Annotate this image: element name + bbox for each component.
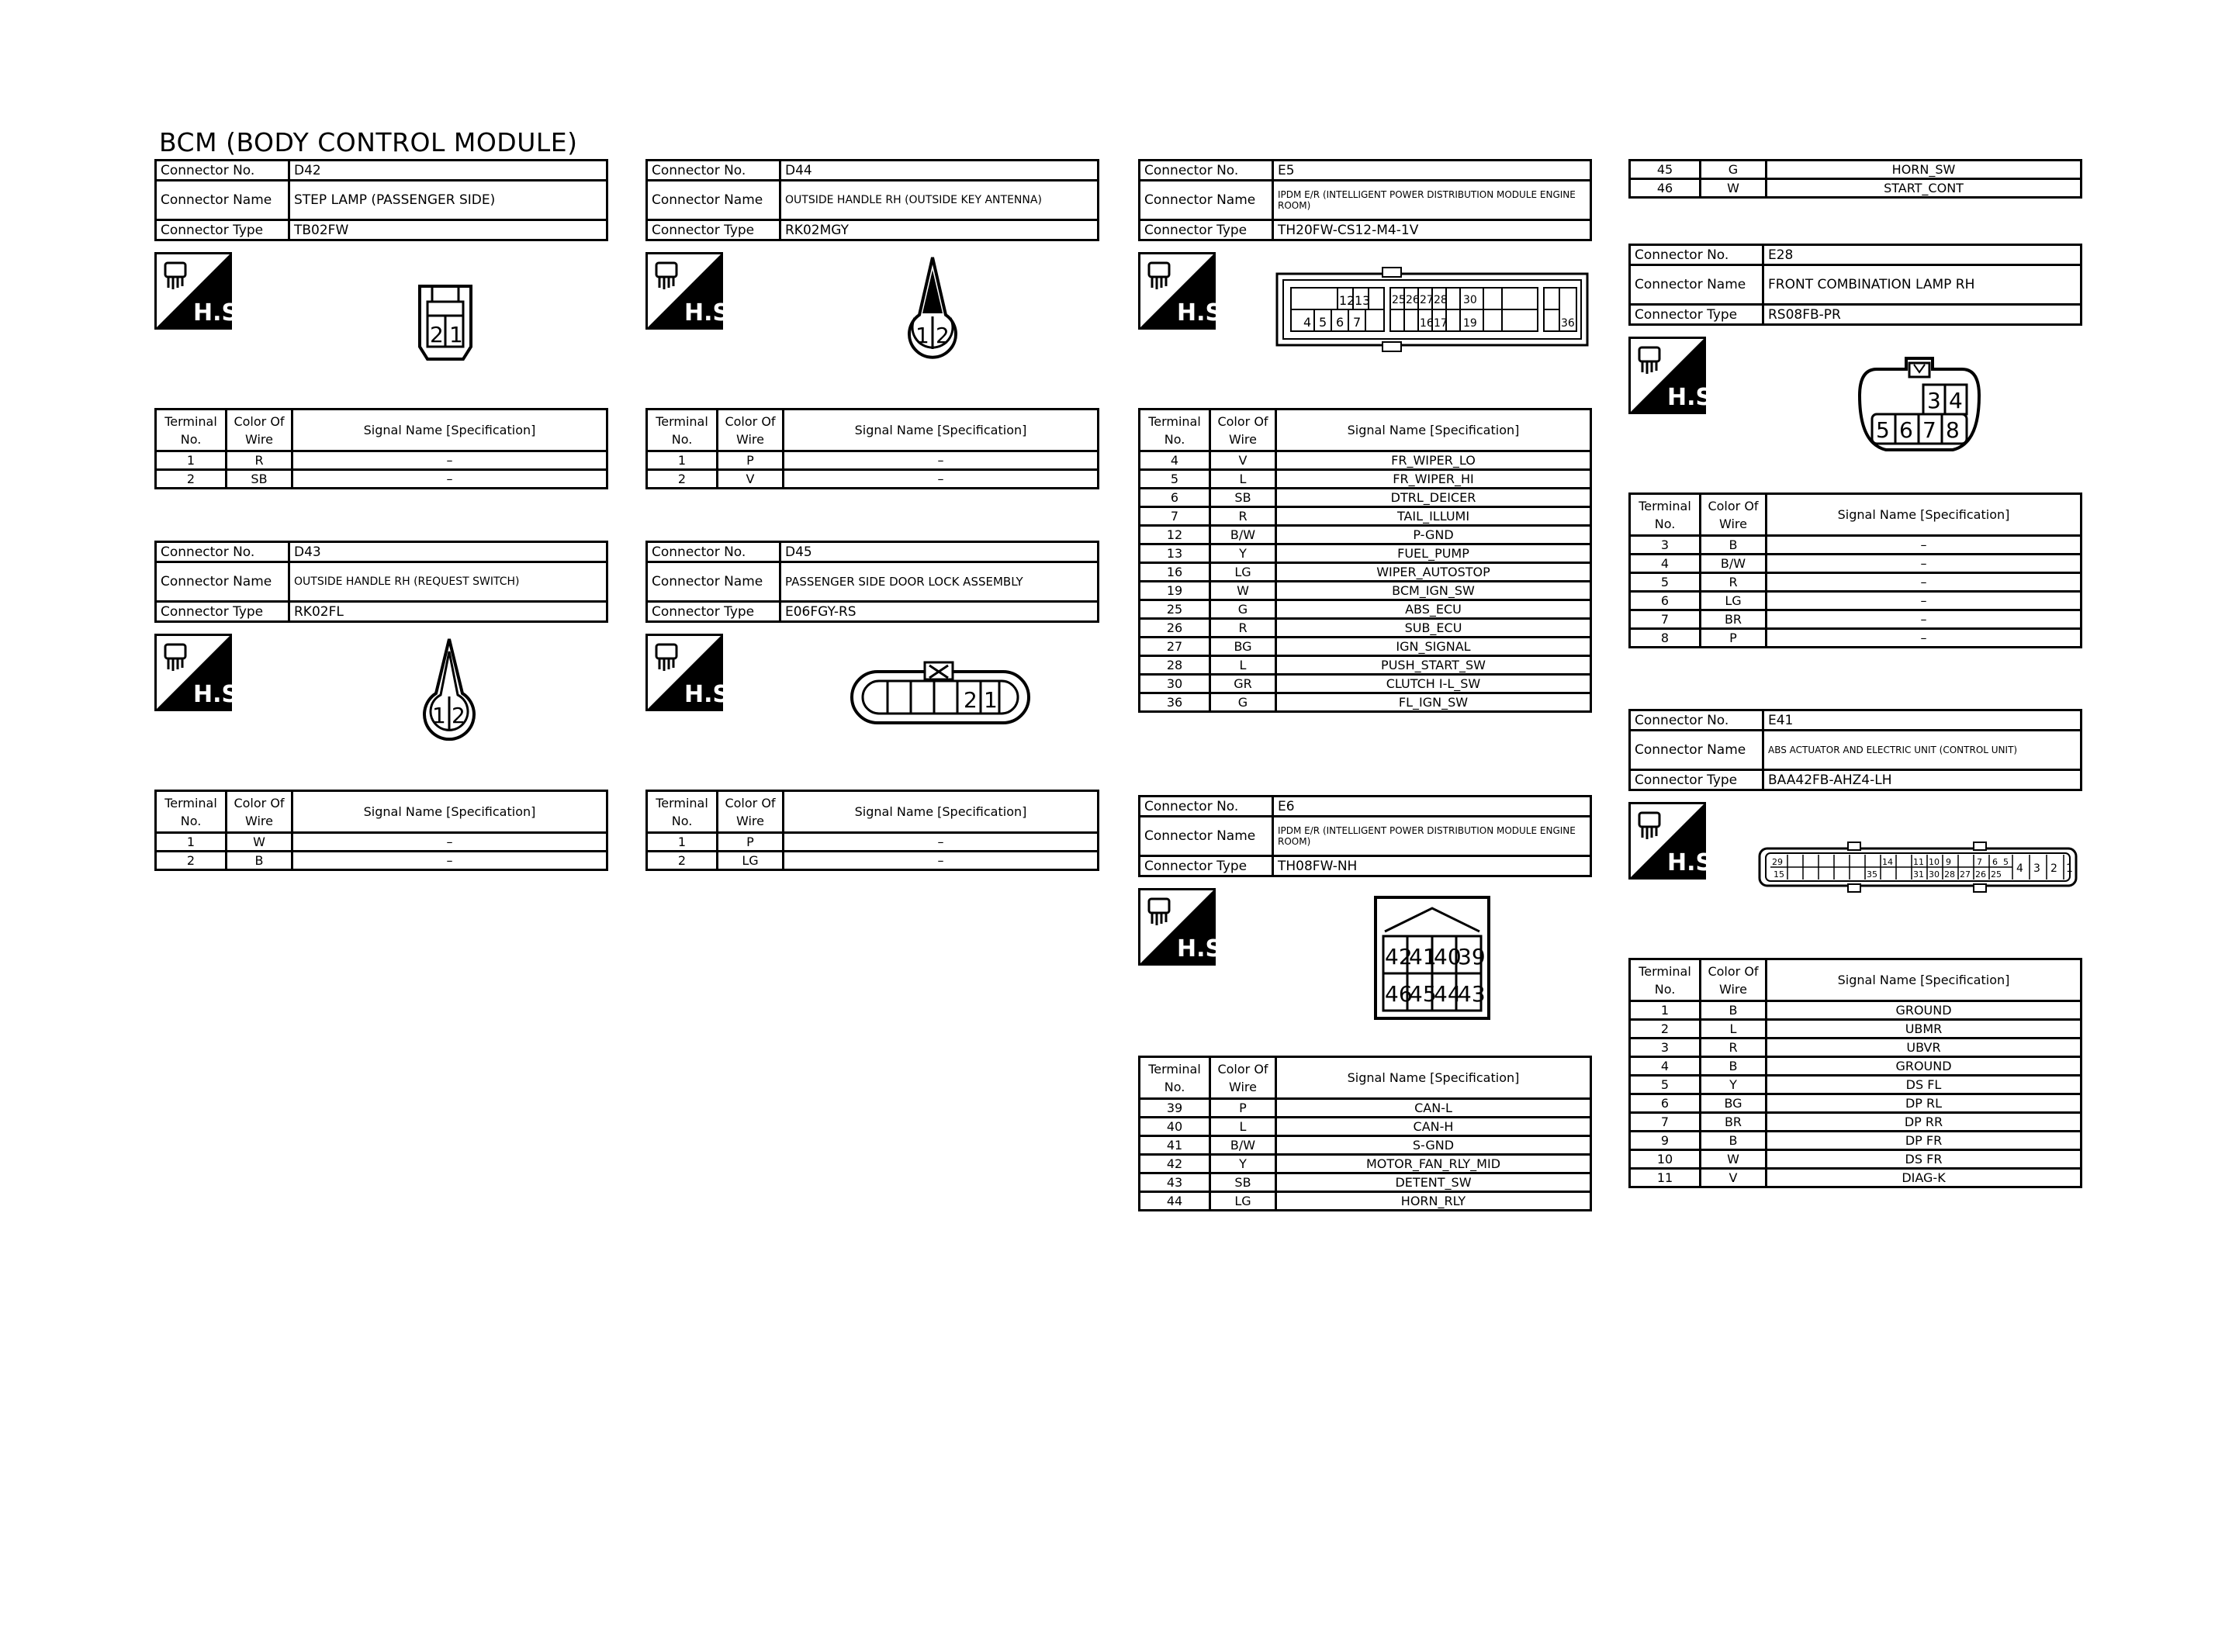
table-row: 16 LG WIPER_AUTOSTOP	[1140, 563, 1591, 582]
pin-label: 5	[1876, 417, 1890, 443]
col-color-of-wire: Color Of Wire	[227, 791, 292, 833]
connector-d44	[645, 159, 1099, 489]
pin-label: 6	[1899, 417, 1913, 443]
table-row: 40 L CAN-H	[1140, 1118, 1591, 1136]
pin-label: 28	[1434, 294, 1448, 306]
label-connector-no: Connector No.	[1630, 710, 1763, 731]
hs-harness-side-icon	[1138, 888, 1231, 966]
pin-label: 2	[964, 687, 978, 713]
col-color-of-wire: Color Of Wire	[1210, 1057, 1276, 1099]
col-signal-name: Signal Name [Specification]	[784, 410, 1099, 451]
table-row: 6 LG –	[1630, 592, 2082, 610]
col-color-of-wire: Color Of Wire	[227, 410, 292, 451]
pin-label: 7	[1922, 417, 1936, 443]
connector-face-diagram	[1853, 341, 1985, 458]
connector-name: FRONT COMBINATION LAMP RH	[1763, 265, 2082, 305]
table-row: 26 R SUB_ECU	[1140, 619, 1591, 638]
connector-diagram	[1138, 877, 1592, 1056]
connector-header	[154, 159, 608, 241]
table-row: 13 Y FUEL_PUMP	[1140, 544, 1591, 563]
label-connector-name: Connector Name	[647, 181, 780, 220]
signal-table	[1628, 159, 2082, 199]
pin-label: 29	[1772, 857, 1783, 867]
pin-label: 11	[1913, 857, 1924, 867]
pin-label: 15	[1774, 869, 1784, 880]
col-terminal-no: Terminal No.	[1140, 410, 1210, 451]
table-row: 5 R –	[1630, 573, 2082, 592]
label-connector-name: Connector Name	[1630, 265, 1763, 305]
hs-harness-side-icon	[154, 634, 247, 711]
col-terminal-no: Terminal No.	[1140, 1057, 1210, 1099]
connector-no: D45	[780, 542, 1099, 562]
label-connector-name: Connector Name	[156, 181, 289, 220]
connector-type: TB02FW	[289, 220, 607, 240]
pin-label: 2	[430, 322, 444, 347]
table-row: 4 B/W –	[1630, 555, 2082, 573]
pin-label: 8	[1946, 417, 1960, 443]
hs-harness-side-icon	[154, 252, 247, 330]
label-connector-type: Connector Type	[156, 220, 289, 240]
pin-label: 2	[2050, 862, 2057, 875]
connector-e41	[1628, 709, 2082, 1188]
connector-type: BAA42FB-AHZ4-LH	[1763, 770, 2082, 790]
pin-label: 6	[1336, 315, 1344, 330]
label-connector-type: Connector Type	[647, 602, 780, 622]
connector-name: IPDM E/R (INTELLIGENT POWER DISTRIBUTION MODULE ENGINE ROOM)	[1273, 181, 1591, 220]
col-terminal-no: Terminal No.	[647, 410, 718, 451]
col-color-of-wire: Color Of Wire	[718, 791, 784, 833]
col-signal-name: Signal Name [Specification]	[784, 791, 1099, 833]
col-terminal-no: Terminal No.	[1630, 959, 1701, 1001]
col-color-of-wire: Color Of Wire	[1701, 959, 1767, 1001]
signal-table	[1138, 408, 1592, 713]
table-row: 1 B GROUND	[1630, 1001, 2082, 1020]
connector-name: ABS ACTUATOR AND ELECTRIC UNIT (CONTROL UNIT)	[1763, 731, 2082, 770]
pin-label: 35	[1867, 869, 1877, 880]
connector-face-diagram	[1274, 264, 1592, 358]
label-connector-type: Connector Type	[1140, 856, 1273, 876]
connector-face-diagram	[1756, 838, 2082, 900]
connector-type: RS08FB-PR	[1763, 305, 2082, 325]
connector-no: E28	[1763, 245, 2082, 265]
table-row: 19 W BCM_IGN_SW	[1140, 582, 1591, 600]
connector-e5	[1138, 159, 1592, 713]
table-row: 3 R UBVR	[1630, 1039, 2082, 1057]
pin-label: 7	[1977, 857, 1982, 867]
connector-face-diagram	[410, 280, 480, 365]
connector-name: IPDM E/R (INTELLIGENT POWER DISTRIBUTION MODULE ENGINE ROOM)	[1273, 817, 1591, 856]
pin-label: 14	[1882, 857, 1893, 867]
connector-diagram	[645, 623, 1099, 790]
table-row: 28 L PUSH_START_SW	[1140, 656, 1591, 675]
hs-harness-side-icon	[645, 252, 739, 330]
label-connector-no: Connector No.	[647, 542, 780, 562]
label-connector-name: Connector Name	[1630, 731, 1763, 770]
col-terminal-no: Terminal No.	[1630, 494, 1701, 536]
pin-label: 42	[1385, 944, 1413, 969]
table-row: 2 L UBMR	[1630, 1020, 2082, 1039]
table-row: 6 SB DTRL_DEICER	[1140, 489, 1591, 507]
pin-label: 16	[1420, 317, 1434, 330]
connector-no: D43	[289, 542, 607, 562]
connector-no: E5	[1273, 161, 1591, 181]
table-row: 1 P –	[647, 451, 1099, 470]
connector-header	[154, 541, 608, 623]
connector-face-diagram	[890, 253, 975, 361]
table-row: 11 V DIAG-K	[1630, 1169, 2082, 1187]
svg-text:H.S.: H.S.	[193, 681, 247, 708]
label-connector-no: Connector No.	[647, 161, 780, 181]
signal-table	[1138, 1056, 1592, 1211]
connector-e6-continuation	[1628, 159, 2082, 199]
connector-header	[645, 159, 1099, 241]
label-connector-no: Connector No.	[1630, 245, 1763, 265]
pin-label: 4	[1303, 315, 1312, 330]
label-connector-type: Connector Type	[156, 602, 289, 622]
pin-label: 10	[1929, 857, 1940, 867]
table-row: 7 R TAIL_ILLUMI	[1140, 507, 1591, 526]
col-signal-name: Signal Name [Specification]	[1276, 1057, 1591, 1099]
pin-label: 13	[1355, 293, 1371, 308]
connector-no: E6	[1273, 797, 1591, 817]
table-row: 10 W DS FR	[1630, 1150, 2082, 1169]
label-connector-no: Connector No.	[156, 542, 289, 562]
pin-label: 1	[2066, 862, 2073, 875]
pin-label: 30	[1929, 869, 1940, 880]
svg-text:H.S.: H.S.	[1667, 849, 1722, 876]
pin-label: 19	[1463, 317, 1477, 330]
pin-label: 2	[936, 323, 950, 348]
label-connector-name: Connector Name	[647, 562, 780, 602]
pin-label: 46	[1385, 981, 1413, 1007]
table-row: 41 B/W S-GND	[1140, 1136, 1591, 1155]
pin-label: 6	[1992, 857, 1998, 867]
pin-label: 1	[915, 323, 929, 348]
connector-no: D42	[289, 161, 607, 181]
pin-label: 5	[1319, 315, 1327, 330]
table-row: 5 L FR_WIPER_HI	[1140, 470, 1591, 489]
table-row: 2 V –	[647, 470, 1099, 489]
connector-type: E06FGY-RS	[780, 602, 1099, 622]
hs-harness-side-icon	[1138, 252, 1231, 330]
pin-label: 1	[432, 703, 446, 728]
table-row: 45 G HORN_SW	[1630, 161, 2082, 179]
connector-type: TH08FW-NH	[1273, 856, 1591, 876]
pin-label: 26	[1406, 294, 1420, 306]
pin-label: 5	[2003, 857, 2009, 867]
pin-label: 1	[984, 687, 998, 713]
pin-label: 27	[1960, 869, 1971, 880]
hs-harness-side-icon	[1628, 802, 1722, 880]
connector-type: RK02FL	[289, 602, 607, 622]
col-signal-name: Signal Name [Specification]	[1767, 959, 2082, 1001]
signal-table	[1628, 492, 2082, 648]
table-row: 2 B –	[156, 852, 607, 870]
table-row: 7 BR –	[1630, 610, 2082, 629]
col-terminal-no: Terminal No.	[156, 791, 227, 833]
table-row: 2 SB –	[156, 470, 607, 489]
pin-label: 27	[1420, 294, 1434, 306]
pin-label: 25	[1392, 294, 1406, 306]
col-terminal-no: Terminal No.	[156, 410, 227, 451]
connector-no: E41	[1763, 710, 2082, 731]
pin-label: 41	[1409, 944, 1437, 969]
table-row: 1 R –	[156, 451, 607, 470]
connector-type: TH20FW-CS12-M4-1V	[1273, 220, 1591, 240]
table-row: 8 P –	[1630, 629, 2082, 648]
svg-text:H.S.: H.S.	[1177, 935, 1231, 963]
table-row: 2 LG –	[647, 852, 1099, 870]
connector-e28	[1628, 244, 2082, 648]
table-row: 7 BR DP RR	[1630, 1113, 2082, 1132]
connector-type: RK02MGY	[780, 220, 1099, 240]
svg-text:H.S.: H.S.	[1177, 299, 1231, 327]
connector-header	[1628, 244, 2082, 326]
connector-name: OUTSIDE HANDLE RH (REQUEST SWITCH)	[289, 562, 607, 602]
table-row: 6 BG DP RL	[1630, 1094, 2082, 1113]
connector-e6	[1138, 795, 1592, 1211]
label-connector-name: Connector Name	[156, 562, 289, 602]
table-row: 4 B GROUND	[1630, 1057, 2082, 1076]
connector-header	[1628, 709, 2082, 791]
pin-label: 31	[1913, 869, 1924, 880]
pin-label: 2	[452, 703, 465, 728]
pin-label: 36	[1561, 317, 1575, 330]
col-signal-name: Signal Name [Specification]	[292, 791, 607, 833]
pin-label: 39	[1458, 944, 1486, 969]
connector-face-diagram	[1371, 893, 1495, 1025]
pin-label: 43	[1458, 981, 1486, 1007]
page-title: BCM (BODY CONTROL MODULE)	[159, 127, 578, 157]
pin-label: 3	[1927, 388, 1941, 413]
signal-table	[645, 408, 1099, 489]
col-color-of-wire: Color Of Wire	[1210, 410, 1276, 451]
pin-label: 40	[1434, 944, 1462, 969]
connector-header	[645, 541, 1099, 623]
connector-diagram	[1138, 241, 1592, 408]
connector-header	[1138, 795, 1592, 877]
connector-diagram	[154, 623, 608, 790]
pin-label: 4	[2016, 862, 2023, 875]
label-connector-no: Connector No.	[1140, 797, 1273, 817]
table-row: 12 B/W P-GND	[1140, 526, 1591, 544]
connector-no: D44	[780, 161, 1099, 181]
label-connector-no: Connector No.	[156, 161, 289, 181]
pin-label: 1	[449, 322, 463, 347]
label-connector-name: Connector Name	[1140, 817, 1273, 856]
connector-d42	[154, 159, 608, 489]
pin-label: 44	[1434, 981, 1462, 1007]
table-row: 36 G FL_IGN_SW	[1140, 693, 1591, 712]
connector-face-diagram	[407, 634, 492, 743]
label-connector-type: Connector Type	[1140, 220, 1273, 240]
label-connector-type: Connector Type	[1630, 305, 1763, 325]
pin-label: 45	[1409, 981, 1437, 1007]
table-row: 9 B DP FR	[1630, 1132, 2082, 1150]
table-row: 44 LG HORN_RLY	[1140, 1192, 1591, 1211]
pin-label: 17	[1434, 317, 1448, 330]
svg-text:H.S.: H.S.	[684, 299, 739, 327]
pin-label: 30	[1463, 294, 1477, 306]
connector-face-diagram	[847, 658, 1033, 735]
pin-label: 25	[1991, 869, 2002, 880]
connector-d43	[154, 541, 608, 871]
signal-table	[1628, 958, 2082, 1188]
table-row: 42 Y MOTOR_FAN_RLY_MID	[1140, 1155, 1591, 1173]
col-color-of-wire: Color Of Wire	[1701, 494, 1767, 536]
pin-label: 28	[1944, 869, 1955, 880]
pin-label: 4	[1949, 388, 1963, 413]
table-row: 4 V FR_WIPER_LO	[1140, 451, 1591, 470]
connector-name: STEP LAMP (PASSENGER SIDE)	[289, 181, 607, 220]
table-row: 43 SB DETENT_SW	[1140, 1173, 1591, 1192]
connector-name: PASSENGER SIDE DOOR LOCK ASSEMBLY	[780, 562, 1099, 602]
connector-diagram	[645, 241, 1099, 408]
connector-header	[1138, 159, 1592, 241]
col-signal-name: Signal Name [Specification]	[1767, 494, 2082, 536]
pin-label: 3	[2033, 862, 2040, 875]
table-row: 30 GR CLUTCH I-L_SW	[1140, 675, 1591, 693]
signal-table	[154, 790, 608, 871]
connector-name: OUTSIDE HANDLE RH (OUTSIDE KEY ANTENNA)	[780, 181, 1099, 220]
pin-label: 12	[1339, 293, 1355, 308]
table-row: 1 P –	[647, 833, 1099, 852]
connector-d45	[645, 541, 1099, 871]
table-row: 46 W START_CONT	[1630, 179, 2082, 198]
label-connector-type: Connector Type	[647, 220, 780, 240]
col-terminal-no: Terminal No.	[647, 791, 718, 833]
connector-diagram	[1628, 326, 2082, 492]
table-row: 3 B –	[1630, 536, 2082, 555]
label-connector-name: Connector Name	[1140, 181, 1273, 220]
hs-harness-side-icon	[1628, 337, 1722, 414]
table-row: 27 BG IGN_SIGNAL	[1140, 638, 1591, 656]
svg-text:H.S.: H.S.	[1667, 384, 1722, 411]
table-row: 1 W –	[156, 833, 607, 852]
signal-table	[645, 790, 1099, 871]
col-color-of-wire: Color Of Wire	[718, 410, 784, 451]
pin-label: 26	[1975, 869, 1986, 880]
signal-table	[154, 408, 608, 489]
table-row: 5 Y DS FL	[1630, 1076, 2082, 1094]
svg-text:H.S.: H.S.	[193, 299, 247, 327]
table-row: 25 G ABS_ECU	[1140, 600, 1591, 619]
svg-text:H.S.: H.S.	[684, 681, 739, 708]
label-connector-type: Connector Type	[1630, 770, 1763, 790]
connector-diagram	[154, 241, 608, 408]
label-connector-no: Connector No.	[1140, 161, 1273, 181]
pin-label: 9	[1946, 857, 1951, 867]
hs-harness-side-icon	[645, 634, 739, 711]
pin-label: 7	[1353, 315, 1362, 330]
connector-diagram	[1628, 791, 2082, 958]
col-signal-name: Signal Name [Specification]	[292, 410, 607, 451]
col-signal-name: Signal Name [Specification]	[1276, 410, 1591, 451]
table-row: 39 P CAN-L	[1140, 1099, 1591, 1118]
